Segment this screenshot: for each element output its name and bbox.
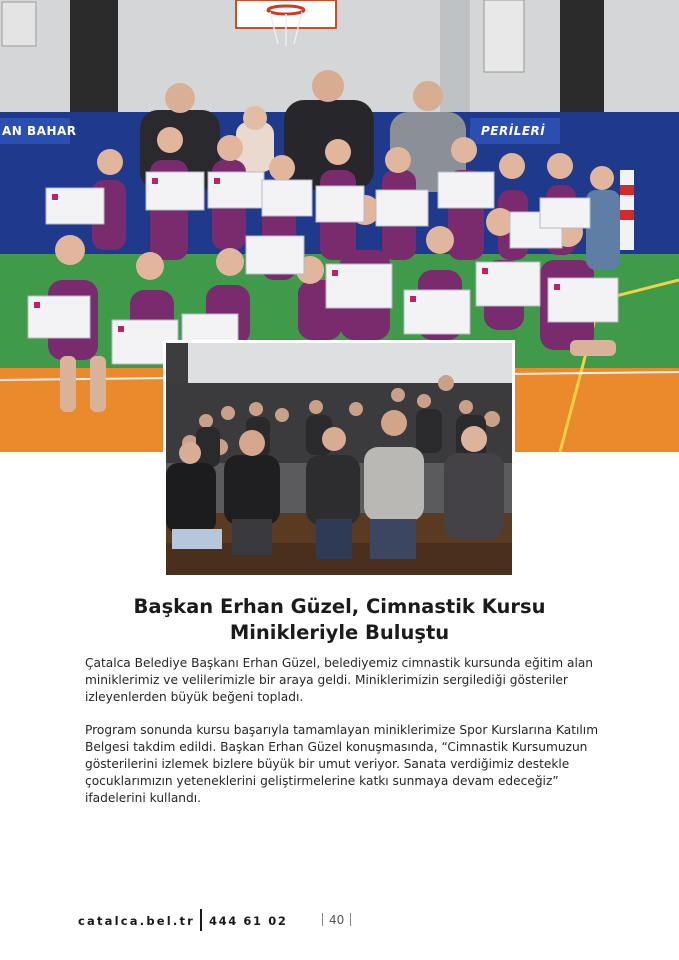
inset-photo-audience [163,340,515,578]
article-title-line1: Başkan Erhan Güzel, Cimnastik Kursu [133,595,546,618]
hero-banner-left-text: AN BAHAR [2,124,77,138]
hero-banner-right-text: PERİLERİ [481,124,546,138]
page-number-left-bar [322,913,323,926]
article-title [60,594,619,646]
article-paragraph-2: Program sonunda kursu başarıyla tamamlayan miniklerimize Spor Kurslarına Katılım Belgesi takdim edildi. Başkan Erhan Güzel konuşmasında, “Cimnastik Kursumuzun gösterilerini izlemek bizlere büyük bir umut veriyor. Sanata verdiğimiz destekle çocuklarımızın yeteneklerini geliştirmelerine katkı sunmaya devam edeceğiz” ifadelerini kullandı. [85,723,599,805]
inset-photo-illustration [166,343,512,575]
article-paragraph-1: Çatalca Belediye Başkanı Erhan Güzel, belediyemiz cimnastik kursunda eğitim alan miniklerimiz ve velilerimizle bir araya geldi. Miniklerimizin sergilediği gösteriler izleyenlerden büyük beğeni topladı. [85,656,594,704]
page-number-value: 40 [329,913,345,927]
footer-phone: 444 61 02 [209,914,288,928]
page-number [316,913,357,927]
footer-website: catalca.bel.tr [78,914,196,928]
footer-divider [200,909,202,931]
page-number-right-bar [350,913,351,926]
article-title-line2: Minikleriyle Buluştu [229,621,450,644]
